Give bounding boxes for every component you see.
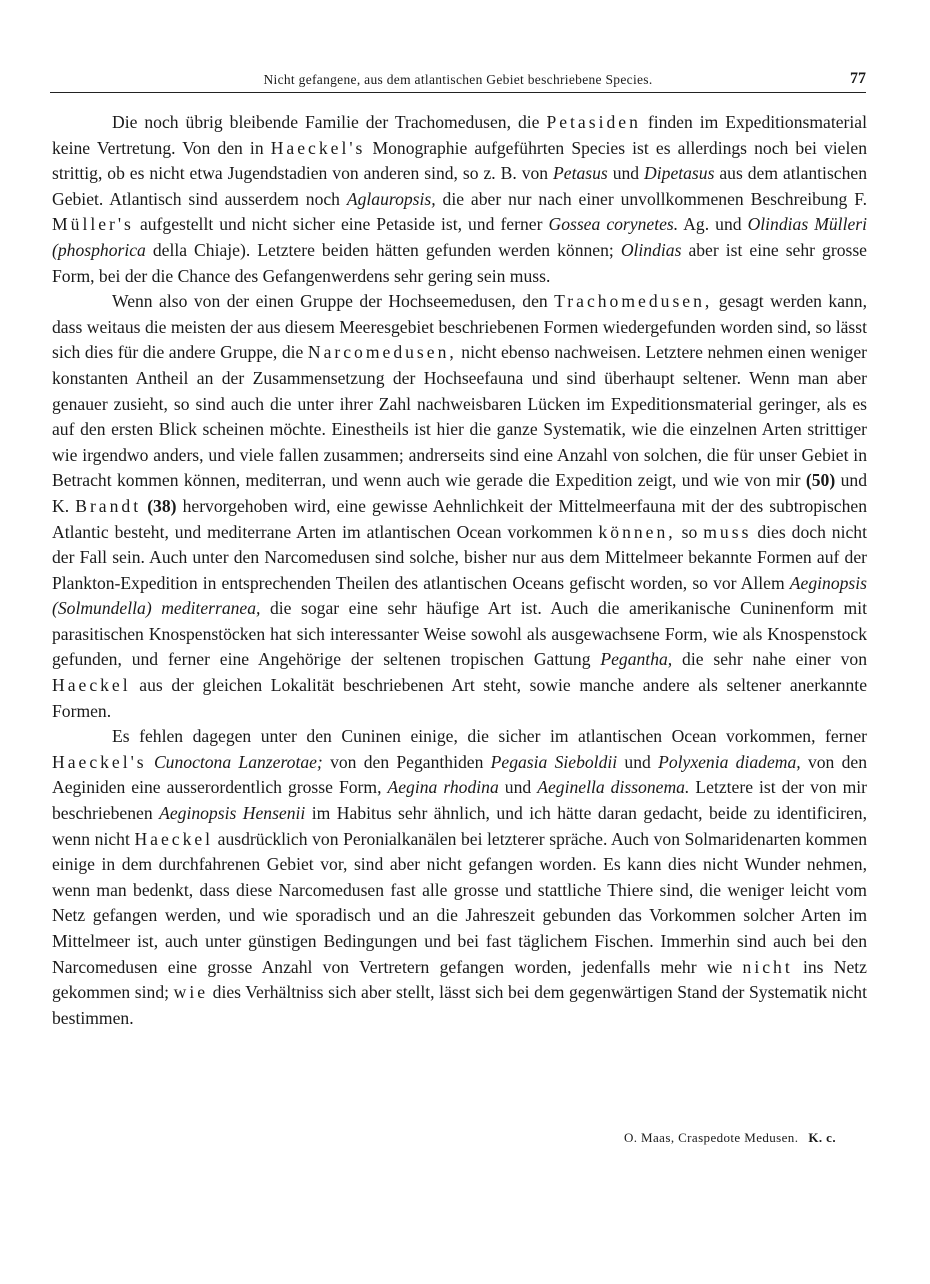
spaced-emphasis: Haeckel (134, 828, 214, 849)
spaced-emphasis: Petasiden (546, 112, 641, 132)
taxon-name: Aeginopsis (Solmundella) mediterranea, (52, 572, 867, 619)
text-run: finden im Expeditionsmaterial keine Vertretung. Von den in (52, 112, 867, 158)
text-run: nicht ebenso nachweisen. Letztere nehmen einen weniger konstanten Antheil an der Zusammensetzung der Hochseefauna und sind überhaupt seltener. Wenn man aber genauer zusieht, so sind auch die unter ihrer Zahl nachweisbaren Lücken im Expeditionsmaterial geringer, als es auf den ersten Blick scheinen möchte. Einestheils ist hier die ganze Systematik, wie die einzelnen Arten strittiger wie irgendwo anders, und viele fallen zusammen; andrerseits sind eine Anzahl von solchen, die für unser Gebiet in Betracht kommen können, mediterran, und wenn auch wie gerade die Expedition zeigt, und wie von mir (52, 342, 867, 491)
text-run: hervorgehoben wird, eine gewisse Aehnlichkeit der Mittelmeerfauna mit der des subtropischen Atlantic besteht, und mediterrane Arten im atlantischen Ocean vorkommen (52, 495, 867, 542)
text-run: so (675, 521, 704, 542)
text-run: und (607, 163, 645, 184)
taxon-name: Aeginella dissonema. (537, 777, 690, 798)
running-head (50, 70, 866, 93)
taxon-name: Olindias (620, 239, 682, 260)
taxon-name: Aeginopsis Hensenii (159, 803, 306, 824)
text-run: Wenn also von der einen Gruppe der Hochseemedusen, den (112, 291, 555, 312)
text-run: gesagt werden kann, dass weitaus die meisten der aus diesem Meeresgebiet beschriebenen Formen wiedergefunden worden sind, so lässt sich dies für die andere Gruppe, die (52, 291, 867, 363)
text-run: aber ist eine sehr grosse Form, bei der die Chance des Gefangenwerdens sehr gering sein muss. (52, 239, 867, 286)
text-run: im Habitus sehr ähnlich, und ich hätte daran gedacht, beide zu identificiren, wenn nicht (52, 803, 867, 849)
taxon-name: Dipetasus (644, 163, 715, 184)
text-run: die sogar eine sehr häufige Art ist. Auch die amerikanische Cuninenform mit parasitischen Knospenstöcken hat sich interessanter Weise sowohl als ausgewachsene Form, wie als Knospenstock gefunden, und ferner eine Angehörige der seltenen tropischen Gattung (52, 598, 867, 670)
taxon-name: Aglauropsis, (346, 188, 436, 209)
text-run: aus der gleichen Lokalität beschriebenen Art steht, sowie manche andere als seltener anerkannte Formen. (52, 675, 867, 721)
spaced-emphasis: Haeckel's (270, 137, 366, 158)
text-run: Letztere ist der von mir beschriebenen (52, 777, 868, 824)
taxon-name: Pegasia Sieboldii (490, 751, 618, 772)
spaced-emphasis: wie (173, 982, 209, 1003)
taxon-name: Olindias Mülleri (phosphorica (52, 214, 867, 260)
reference-number: (50) (805, 470, 836, 491)
taxon-name: Polyxenia diadema, (658, 751, 801, 772)
text-run: ausdrücklich von Peronialkanälen bei letzterer spräche. Auch von Solmaridenarten kommen einige in dem durchfahrenen Gebiet vor, sind aber nicht gefangen worden. Es kann dies nicht Wunder nehmen, wenn man bedenkt, dass diese Narcomedusen fast alle grosse und stattliche Thiere sind, die weniger leicht vom Netz gefangen werden, und wie sporadisch und an die Jahreszeit gebunden das Vorkommen solcher Arten im Mittelmeer ist, auch unter günstigen Bedingungen und bei fast täglichem Fischen. Immerhin sind auch bei den Narcomedusen eine grosse Anzahl von Vertretern gefangen worden, jedenfalls mehr wie (52, 828, 867, 977)
text-run: und K. (52, 470, 867, 516)
spaced-emphasis: Trachomedusen, (554, 291, 713, 312)
text-run: aus dem atlantischen Gebiet. Atlantisch sind ausserdem noch (52, 163, 868, 209)
taxon-name: Aegina rhodina (387, 777, 499, 798)
spaced-emphasis: Brandt (75, 495, 142, 516)
text-run: und (617, 751, 659, 772)
text-run: ins Netz gekommen sind; (52, 956, 867, 1003)
text-run: aufgestellt und nicht sicher eine Petaside ist, und ferner (133, 214, 549, 235)
text-run: Es fehlen dagegen unter den Cuninen einige, die sicher im atlantischen Ocean vorkommen, ferner (112, 726, 867, 747)
footer-signature (50, 1130, 836, 1146)
spaced-emphasis: muss (703, 521, 752, 542)
text-run: Die noch übrig bleibende Familie der Trachomedusen, die (112, 112, 547, 132)
taxon-name: Petasus (553, 163, 608, 184)
text-run: dies Verhältniss sich aber stellt, lässt sich bei dem gegenwärtigen Stand der Systematik nicht bestimmen. (52, 982, 867, 1028)
text-run: della Chiaje). Letztere beiden hätten gefunden werden können; (145, 239, 621, 260)
spaced-emphasis: Müller's (52, 214, 134, 235)
text-run: die sehr nahe einer von (672, 649, 868, 670)
page-number: 77 (850, 70, 866, 87)
taxon-name: Cunoctona Lanzerotae; (153, 751, 323, 772)
taxon-name: Pegantha, (600, 649, 673, 670)
paragraph (52, 110, 867, 289)
taxon-name: Gossea corynetes. (548, 214, 679, 235)
text-run: von den Aeginiden eine ausserordentlich grosse Form, (52, 751, 868, 798)
spaced-emphasis: Narcomedusen, (307, 342, 457, 363)
spaced-emphasis: können, (598, 521, 676, 542)
text-run: Monographie aufgeführten Species ist es allerdings noch bei vielen strittig, ob es nicht etwa Jugendstadien von anderen sind, so z. B. von (52, 137, 867, 184)
spaced-emphasis: Haeckel's (52, 751, 147, 772)
reference-number: (38) (147, 495, 177, 516)
text-run: Ag. und (678, 214, 748, 235)
text-run: von den Peganthiden (322, 751, 491, 772)
footer-author-work: O. Maas, Craspedote Medusen. (623, 1130, 799, 1145)
text-run: die aber nur nach einer unvollkommenen Beschreibung F. (435, 188, 867, 209)
spaced-emphasis: Haeckel (52, 675, 131, 696)
text-run: dies doch nicht der Fall sein. Auch unter den Narcomedusen sind solche, bisher nur aus dem Mittelmeer bekannte Formen auf der Plankton-Expedition in entsprechenden Theilen des atlantischen Oceans gefischt worden, so vor Allem (52, 521, 867, 593)
footer-sheet-mark: K. c. (808, 1130, 836, 1145)
paragraph (52, 289, 867, 724)
running-head-title: Nicht gefangene, aus dem atlantischen Gebiet beschriebene Species. (263, 72, 653, 87)
text-run: und (498, 777, 538, 798)
paragraph (52, 724, 867, 1031)
text-run (147, 752, 154, 772)
spaced-emphasis: nicht (742, 956, 793, 977)
body-text (52, 110, 867, 1031)
